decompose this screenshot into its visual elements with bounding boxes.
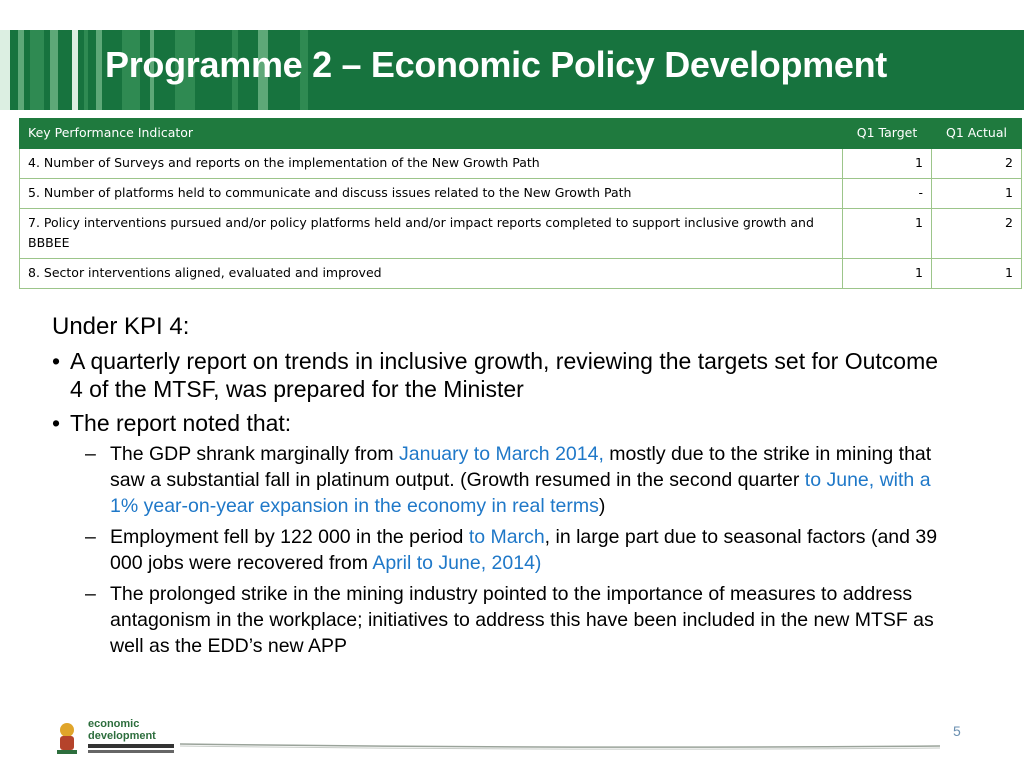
highlight-text: January to March 2014, [399, 443, 604, 465]
bullet-text: A quarterly report on trends in inclusive growth, reviewing the targets set for Outcome 4 of the MTSF, was prepared for the Minister [70, 348, 939, 402]
target-cell: 1 [843, 259, 932, 289]
bullet-text: The report noted that: [70, 410, 292, 436]
bullet-list [52, 347, 952, 659]
table-row [20, 149, 1022, 179]
text-run: , in large part due to seasonal factors (and 39 000 jobs were recovered from [110, 526, 938, 574]
highlight-text: to March [468, 526, 545, 548]
kpi-cell: 4. Number of Surveys and reports on the implementation of the New Growth Path [20, 149, 843, 179]
logo-text: development [88, 730, 156, 742]
kpi-cell: 8. Sector interventions aligned, evaluated and improved [20, 259, 843, 289]
sub-bullet-list [70, 441, 952, 659]
text-run: ) [598, 495, 606, 517]
footer-divider [180, 740, 940, 750]
sub-bullet-item [70, 581, 952, 659]
coat-of-arms-icon [52, 720, 82, 756]
economic-development-logo [52, 718, 180, 760]
decor-stripe [30, 30, 44, 110]
table-row [20, 259, 1022, 289]
table-row [20, 179, 1022, 209]
kpi-cell: 7. Policy interventions pursued and/or policy platforms held and/or impact reports completed to support inclusive growth and BBBEE [20, 209, 843, 259]
kpi-cell: 5. Number of platforms held to communicate and discuss issues related to the New Growth Path [20, 179, 843, 209]
target-cell: 1 [843, 209, 932, 259]
dash-icon: – [85, 526, 96, 548]
column-header-q1-target: Q1 Target [843, 119, 932, 149]
target-cell: 1 [843, 149, 932, 179]
page-number: 5 [953, 723, 961, 739]
slide-title: Programme 2 – Economic Policy Development [105, 44, 887, 85]
table-row [20, 209, 1022, 259]
sub-bullet-item [70, 524, 952, 576]
actual-cell: 2 [932, 149, 1022, 179]
dash-icon: – [85, 443, 96, 465]
logo-bar [88, 750, 174, 753]
column-header-kpi: Key Performance Indicator [20, 119, 843, 149]
actual-cell: 1 [932, 259, 1022, 289]
bullet-item [52, 347, 952, 403]
bullet-item [52, 409, 952, 659]
logo-bar [88, 744, 174, 748]
decor-stripe [72, 30, 78, 110]
highlight-text: April to June, 2014) [372, 552, 542, 574]
decor-stripe [0, 30, 10, 110]
section-heading: Under KPI 4: [52, 313, 190, 340]
sub-bullet-item [70, 441, 952, 519]
target-cell: - [843, 179, 932, 209]
logo-text: economic [88, 718, 140, 730]
kpi-table [19, 118, 1022, 289]
decor-stripe [50, 30, 58, 110]
decor-stripe [18, 30, 24, 110]
text-run: The GDP shrank marginally from [110, 443, 399, 465]
actual-cell: 1 [932, 179, 1022, 209]
text-run: mostly due to the strike in mining that saw a substantial fall in platinum output. (Growth resumed in the second quarter [110, 443, 932, 491]
bullet-icon: • [52, 348, 61, 374]
column-header-q1-actual: Q1 Actual [932, 119, 1022, 149]
slide-body [52, 313, 952, 665]
dash-icon: – [85, 583, 96, 605]
table-header-row [20, 119, 1022, 149]
decor-stripe [96, 30, 102, 110]
text-run: The prolonged strike in the mining industry pointed to the importance of measures to address antagonism in the workplace; initiatives to address this have been included in the new MTSF as well as the EDD’s new APP [110, 583, 934, 657]
text-run: Employment fell by 122 000 in the period [110, 526, 469, 548]
decor-stripe [84, 30, 88, 110]
actual-cell: 2 [932, 209, 1022, 259]
highlight-text: to June, with a 1% year-on-year expansion in the economy in real terms [110, 469, 931, 517]
bullet-icon: • [52, 410, 61, 436]
